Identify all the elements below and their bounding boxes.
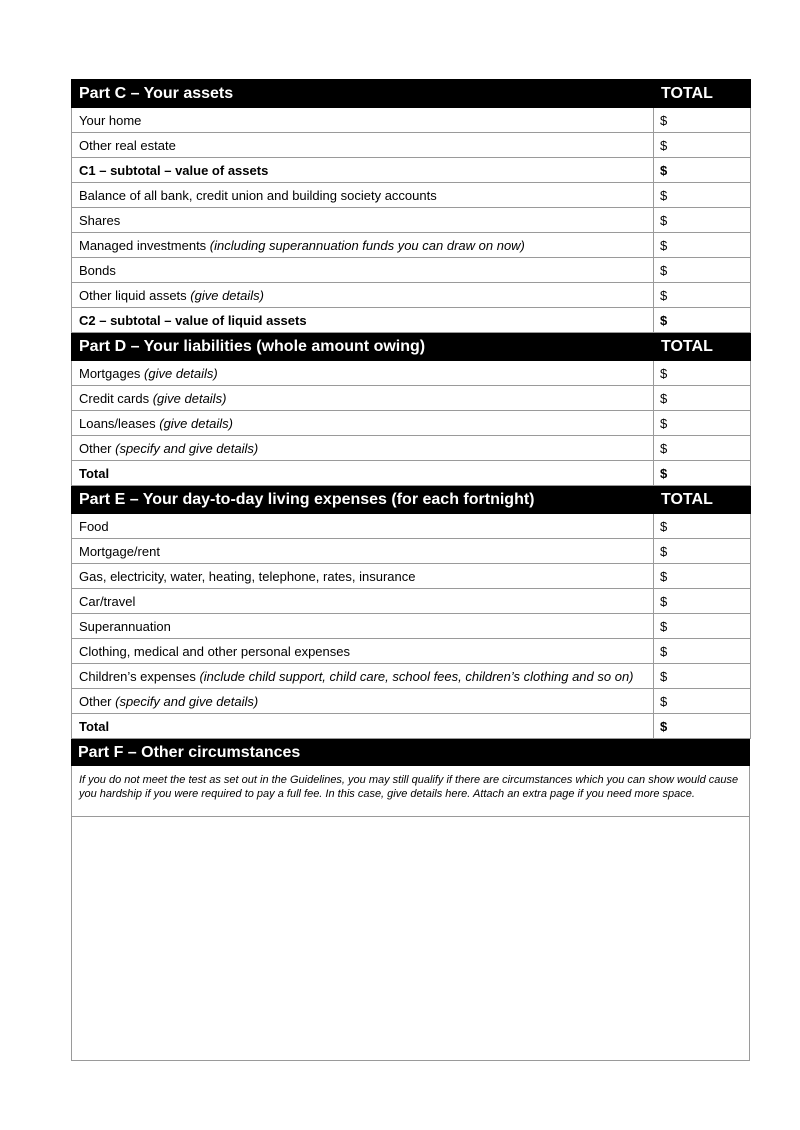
table-row — [72, 689, 751, 714]
food-amount-field[interactable]: $ — [654, 514, 751, 539]
row-label: Other (specify and give details) — [72, 689, 654, 714]
table-row — [72, 714, 751, 739]
table-row — [72, 614, 751, 639]
row-label: Loans/leases (give details) — [72, 411, 654, 436]
row-label: Credit cards (give details) — [72, 386, 654, 411]
bonds-amount-field[interactable]: $ — [654, 258, 751, 283]
table-row — [72, 158, 751, 183]
part-f-heading: Part F – Other circumstances — [71, 739, 750, 766]
row-label: Managed investments (including superannuation funds you can draw on now) — [72, 233, 654, 258]
mortgages-amount-field[interactable]: $ — [654, 361, 751, 386]
row-label: Shares — [72, 208, 654, 233]
c2-subtotal-amount-field[interactable]: $ — [654, 308, 751, 333]
part-f-instructions: If you do not meet the test as set out in the Guidelines, you may still qualify if there are circumstances which you can show would cause you hardship if you were required to pay a full fee. In this case, give details here. Attach an extra page if you need more space. — [71, 766, 750, 817]
mortgage-rent-amount-field[interactable]: $ — [654, 539, 751, 564]
table-row — [72, 308, 751, 333]
personal-expenses-amount-field[interactable]: $ — [654, 639, 751, 664]
other-liabilities-amount-field[interactable]: $ — [654, 436, 751, 461]
assets-liabilities-form — [71, 79, 750, 1061]
table-row — [72, 514, 751, 539]
table-row — [72, 589, 751, 614]
expenses-total-amount-field[interactable]: $ — [654, 714, 751, 739]
other-expenses-amount-field[interactable]: $ — [654, 689, 751, 714]
row-label: Your home — [72, 108, 654, 133]
row-label: Total — [72, 461, 654, 486]
row-label: Bonds — [72, 258, 654, 283]
superannuation-amount-field[interactable]: $ — [654, 614, 751, 639]
table-row — [72, 411, 751, 436]
table-row — [72, 436, 751, 461]
your-home-amount-field[interactable]: $ — [654, 108, 751, 133]
row-label: Other real estate — [72, 133, 654, 158]
loans-leases-amount-field[interactable]: $ — [654, 411, 751, 436]
row-label: Clothing, medical and other personal expenses — [72, 639, 654, 664]
other-circumstances-textarea[interactable] — [71, 817, 750, 1061]
row-label: Gas, electricity, water, heating, telephone, rates, insurance — [72, 564, 654, 589]
table-row — [72, 539, 751, 564]
row-label: Mortgages (give details) — [72, 361, 654, 386]
part-e-heading: Part E – Your day-to-day living expenses (for each fortnight) — [72, 486, 654, 514]
c1-subtotal-amount-field[interactable]: $ — [654, 158, 751, 183]
row-label: C1 – subtotal – value of assets — [72, 158, 654, 183]
part-d-total-label: TOTAL — [654, 333, 751, 361]
other-real-estate-amount-field[interactable]: $ — [654, 133, 751, 158]
row-label: Mortgage/rent — [72, 539, 654, 564]
table-row — [72, 664, 751, 689]
part-c-heading: Part C – Your assets — [72, 80, 654, 108]
row-label: C2 – subtotal – value of liquid assets — [72, 308, 654, 333]
row-label: Car/travel — [72, 589, 654, 614]
part-e-header — [72, 486, 751, 514]
row-label: Food — [72, 514, 654, 539]
utilities-amount-field[interactable]: $ — [654, 564, 751, 589]
table-row — [72, 133, 751, 158]
row-label: Other (specify and give details) — [72, 436, 654, 461]
table-row — [72, 361, 751, 386]
credit-cards-amount-field[interactable]: $ — [654, 386, 751, 411]
liabilities-total-amount-field[interactable]: $ — [654, 461, 751, 486]
managed-investments-amount-field[interactable]: $ — [654, 233, 751, 258]
table-row — [72, 258, 751, 283]
table-row — [72, 461, 751, 486]
row-label: Other liquid assets (give details) — [72, 283, 654, 308]
table-row — [72, 208, 751, 233]
table-row — [72, 183, 751, 208]
table-row — [72, 283, 751, 308]
table-row — [72, 233, 751, 258]
table-row — [72, 108, 751, 133]
row-label: Superannuation — [72, 614, 654, 639]
row-label: Children’s expenses (include child support, child care, school fees, children’s clothing and so on) — [72, 664, 654, 689]
financial-table — [71, 79, 751, 739]
table-row — [72, 386, 751, 411]
part-d-heading: Part D – Your liabilities (whole amount owing) — [72, 333, 654, 361]
table-row — [72, 639, 751, 664]
row-label: Total — [72, 714, 654, 739]
childrens-expenses-amount-field[interactable]: $ — [654, 664, 751, 689]
shares-amount-field[interactable]: $ — [654, 208, 751, 233]
car-travel-amount-field[interactable]: $ — [654, 589, 751, 614]
bank-accounts-amount-field[interactable]: $ — [654, 183, 751, 208]
part-c-total-label: TOTAL — [654, 80, 751, 108]
table-row — [72, 564, 751, 589]
part-d-header — [72, 333, 751, 361]
part-c-header — [72, 80, 751, 108]
part-e-total-label: TOTAL — [654, 486, 751, 514]
other-liquid-assets-amount-field[interactable]: $ — [654, 283, 751, 308]
row-label: Balance of all bank, credit union and building society accounts — [72, 183, 654, 208]
